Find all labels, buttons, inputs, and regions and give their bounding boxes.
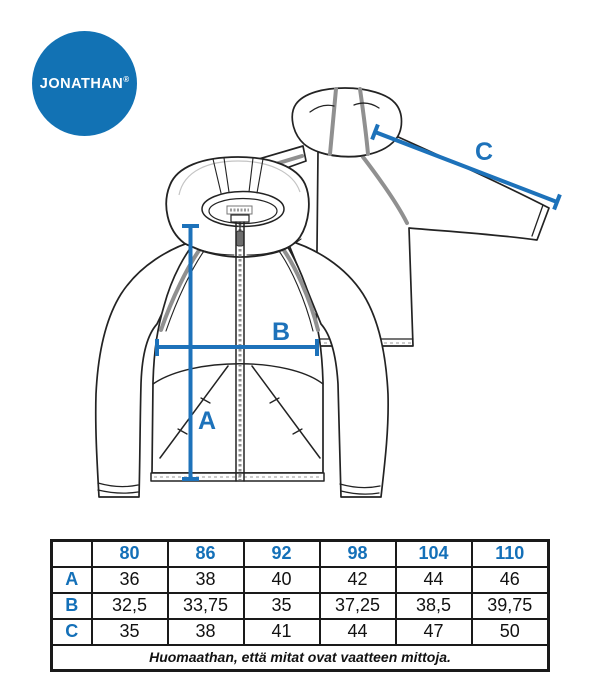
size-value-cell: 35 [244, 593, 320, 619]
measure-row-label: B [52, 593, 92, 619]
zipper-garage [231, 215, 249, 222]
footnote-row [52, 645, 549, 671]
size-table [50, 539, 550, 672]
size-value-cell: 35 [92, 619, 168, 645]
measure-label-b: B [271, 318, 291, 346]
measure-row-label: A [52, 567, 92, 593]
size-value-cell: 40 [244, 567, 320, 593]
zipper-pull [237, 231, 244, 246]
table-corner-cell [52, 541, 92, 568]
size-header-row [52, 541, 549, 568]
registered-trademark-icon: ® [123, 75, 130, 85]
size-value-cell: 36 [92, 567, 168, 593]
size-value-cell: 37,25 [320, 593, 396, 619]
size-value-cell: 44 [396, 567, 472, 593]
size-value-cell: 39,75 [472, 593, 549, 619]
measure-row-label: C [52, 619, 92, 645]
size-value-cell: 32,5 [92, 593, 168, 619]
size-column-header: 92 [244, 541, 320, 568]
size-value-cell: 38 [168, 619, 244, 645]
size-column-header: 86 [168, 541, 244, 568]
measure-label-a: A [197, 407, 217, 435]
size-value-cell: 33,75 [168, 593, 244, 619]
size-column-header: 98 [320, 541, 396, 568]
measure-row-c [52, 619, 549, 645]
size-column-header: 80 [92, 541, 168, 568]
size-column-header: 110 [472, 541, 549, 568]
size-value-cell: 38,5 [396, 593, 472, 619]
size-column-header: 104 [396, 541, 472, 568]
measure-label-c: C [474, 138, 494, 166]
size-value-cell: 44 [320, 619, 396, 645]
measure-row-a [52, 567, 549, 593]
size-value-cell: 38 [168, 567, 244, 593]
table-footnote: Huomaathan, että mitat ovat vaatteen mittoja. [52, 645, 549, 671]
size-value-cell: 46 [472, 567, 549, 593]
size-value-cell: 50 [472, 619, 549, 645]
back-hood [292, 88, 401, 157]
size-value-cell: 47 [396, 619, 472, 645]
size-value-cell: 42 [320, 567, 396, 593]
measure-row-b [52, 593, 549, 619]
size-value-cell: 41 [244, 619, 320, 645]
brand-name: JONATHAN [39, 75, 124, 92]
